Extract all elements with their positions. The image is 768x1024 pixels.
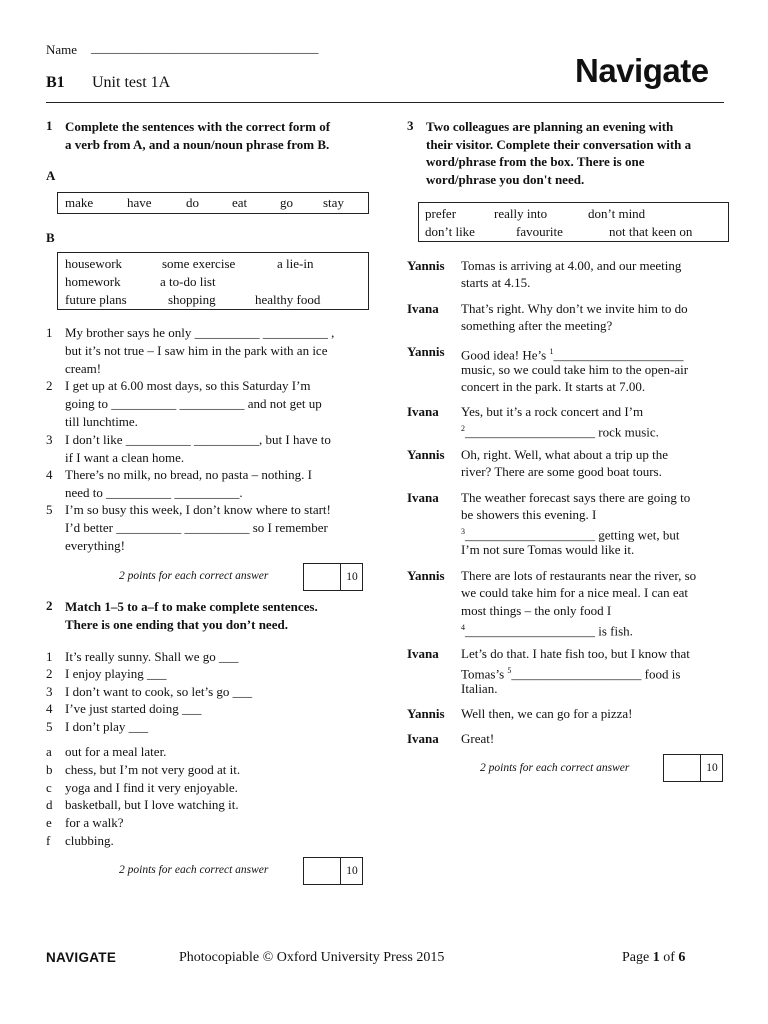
- item-text: I enjoy playing ___: [65, 666, 167, 681]
- score-box: [663, 754, 723, 782]
- item-number: 1: [46, 649, 53, 664]
- footer-brand: NAVIGATE: [46, 950, 117, 965]
- ending-letter: e: [46, 815, 52, 830]
- speaker-name: Ivana: [407, 404, 439, 419]
- item-number: 1: [46, 325, 53, 340]
- item-number: 4: [46, 701, 53, 716]
- box-b-label: B: [46, 230, 55, 245]
- name-blank[interactable]: ___________________________________: [91, 40, 319, 55]
- score-total: 10: [346, 865, 358, 877]
- dialogue-text: $^2$____________________ rock music.: [461, 424, 659, 440]
- test-title: Unit test 1A: [92, 74, 171, 91]
- speaker-name: Yannis: [407, 258, 445, 273]
- score-total: 10: [706, 762, 718, 774]
- dialogue-text: we could take him for a nice meal. I can eat: [461, 585, 689, 600]
- item-number: 4: [46, 467, 53, 482]
- dialogue-text: I’m not sure Tomas would like it.: [461, 542, 635, 557]
- score-box: [303, 563, 363, 591]
- answer-blank[interactable]: ____________________: [465, 527, 595, 543]
- speaker-name: Ivana: [407, 301, 439, 316]
- verb-option: have: [127, 195, 152, 210]
- phrase-option: don’t like: [425, 224, 475, 239]
- item-text: I don’t want to cook, so let’s go ___: [65, 684, 253, 699]
- points-note: 2 points for each correct answer: [119, 864, 269, 876]
- dialogue-text: something after the meeting?: [461, 318, 613, 333]
- ending-letter: c: [46, 780, 52, 795]
- ending-text: clubbing.: [65, 833, 114, 848]
- footer-copyright: Photocopiable © Oxford University Press 2015: [179, 950, 445, 965]
- dialogue-text: concert in the park. It starts at 7.00.: [461, 379, 646, 394]
- score-entry[interactable]: [304, 564, 341, 590]
- item-text: There’s no milk, no bread, no pasta – nothing. I: [65, 467, 312, 482]
- dialogue-text: Great!: [461, 731, 495, 746]
- verb-option: stay: [323, 195, 344, 210]
- item-text: I’m so busy this week, I don’t know where to start!: [65, 502, 331, 517]
- dialogue-text: There are lots of restaurants near the river, so: [461, 568, 697, 583]
- noun-option: homework: [65, 274, 121, 289]
- item-text: I’d better __________ __________ so I remember: [65, 520, 328, 535]
- ending-text: basketball, but I love watching it.: [65, 797, 239, 812]
- header-rule: [46, 102, 724, 103]
- ending-text: chess, but I’m not very good at it.: [65, 762, 241, 777]
- navigate-logo: Navigate: [575, 52, 709, 89]
- dialogue-text: Oh, right. Well, what about a trip up the: [461, 447, 669, 462]
- item-number: 5: [46, 502, 53, 517]
- item-number: 2: [46, 666, 53, 681]
- verb-option: go: [280, 195, 293, 210]
- section3-instruction: their visitor. Complete their conversation with a: [426, 137, 692, 152]
- answer-blank[interactable]: ____________________: [465, 424, 595, 440]
- item-text: My brother says he only __________ __________ ,: [65, 325, 335, 340]
- ending-letter: b: [46, 762, 53, 777]
- item-number: 3: [46, 432, 53, 447]
- speaker-name: Ivana: [407, 731, 439, 746]
- dialogue-text: Tomas’s $^5$____________________ food is: [461, 666, 681, 682]
- item-text: cream!: [65, 361, 102, 376]
- dialogue-text: Yes, but it’s a rock concert and I’m: [461, 404, 644, 419]
- gap-number: 1: [549, 347, 554, 356]
- points-note: 2 points for each correct answer: [119, 570, 269, 582]
- item-text: It’s really sunny. Shall we go ___: [65, 649, 239, 664]
- ending-letter: a: [46, 744, 52, 759]
- dialogue-text: $^4$____________________ is fish.: [461, 623, 633, 639]
- speaker-name: Yannis: [407, 447, 445, 462]
- item-text: I get up at 6.00 most days, so this Saturday I’m: [65, 378, 311, 393]
- section3-number: 3: [407, 118, 414, 133]
- dialogue-text: music, so we could take him to the open-air: [461, 362, 689, 377]
- noun-box: [57, 252, 369, 310]
- gap-number: 4: [461, 623, 465, 632]
- section1-instruction: a verb from A, and a noun/noun phrase from B.: [65, 137, 330, 152]
- dialogue-text: most things – the only food I: [461, 603, 612, 618]
- page-current: 1: [652, 950, 660, 965]
- item-text: I don’t like __________ __________, but I have to: [65, 432, 331, 447]
- page-total: 6: [678, 950, 686, 965]
- ending-text: out for a meal later.: [65, 744, 167, 759]
- speaker-name: Yannis: [407, 344, 445, 359]
- answer-blank[interactable]: ____________________: [553, 347, 684, 363]
- noun-option: healthy food: [255, 292, 321, 307]
- verb-box: [57, 192, 369, 214]
- phrase-option: prefer: [425, 206, 457, 221]
- speaker-name: Ivana: [407, 646, 439, 661]
- item-text: going to __________ __________ and not get up: [65, 396, 322, 411]
- noun-option: a lie-in: [277, 256, 314, 271]
- speaker-name: Yannis: [407, 706, 445, 721]
- ending-letter: d: [46, 797, 53, 812]
- score-entry[interactable]: [304, 858, 341, 884]
- phrase-option: not that keen on: [609, 224, 693, 239]
- dialogue-text: That’s right. Why don’t we invite him to do: [461, 301, 688, 316]
- phrase-option: don’t mind: [588, 206, 646, 221]
- noun-option: future plans: [65, 292, 127, 307]
- dialogue-text: Let’s do that. I hate fish too, but I know that: [461, 646, 690, 661]
- ending-letter: f: [46, 833, 51, 848]
- noun-option: a to-do list: [160, 274, 216, 289]
- section2-number: 2: [46, 598, 53, 613]
- speaker-name: Ivana: [407, 490, 439, 505]
- dialogue-text: The weather forecast says there are going to: [461, 490, 691, 505]
- dialogue-text: Well then, we can go for a pizza!: [461, 706, 633, 721]
- item-text: I’ve just started doing ___: [65, 701, 202, 716]
- noun-option: some exercise: [162, 256, 236, 271]
- phrase-option: really into: [494, 206, 548, 221]
- answer-blank[interactable]: ____________________: [511, 666, 642, 682]
- phrase-option: favourite: [516, 224, 563, 239]
- section1-number: 1: [46, 118, 53, 133]
- item-text: till lunchtime.: [65, 414, 138, 429]
- dialogue-text: Good idea! He’s $^1$____________________: [461, 347, 684, 363]
- item-text: if I want a clean home.: [65, 450, 185, 465]
- points-note: 2 points for each correct answer: [480, 762, 630, 774]
- item-number: 5: [46, 719, 53, 734]
- ending-text: for a walk?: [65, 815, 124, 830]
- item-text: I don’t play ___: [65, 719, 149, 734]
- name-label: Name: [46, 42, 78, 57]
- gap-number: 5: [507, 666, 512, 675]
- score-entry[interactable]: [664, 755, 701, 781]
- gap-number: 3: [461, 527, 465, 536]
- item-text: need to __________ __________.: [65, 485, 243, 500]
- dialogue-text: Italian.: [461, 681, 498, 696]
- section3-instruction: word/phrase you don't need.: [426, 172, 585, 187]
- item-number: 3: [46, 684, 53, 699]
- answer-blank[interactable]: ____________________: [465, 623, 595, 639]
- score-total: 10: [346, 571, 358, 583]
- phrase-box: [418, 202, 729, 242]
- dialogue-text: be showers this evening. I: [461, 507, 597, 522]
- verb-option: make: [65, 195, 94, 210]
- dialogue-text: starts at 4.15.: [461, 275, 531, 290]
- noun-option: housework: [65, 256, 123, 271]
- section2-instruction: Match 1–5 to a–f to make complete sentences.: [65, 599, 318, 614]
- speaker-name: Yannis: [407, 568, 445, 583]
- item-number: 2: [46, 378, 53, 393]
- verb-option: eat: [232, 195, 248, 210]
- item-text: but it’s not true – I saw him in the park with an ice: [65, 343, 328, 358]
- dialogue-text: Tomas is arriving at 4.00, and our meeting: [461, 258, 682, 273]
- page-indicator: Page 1 of 6: [622, 950, 686, 965]
- section2-instruction: There is one ending that you don’t need.: [65, 617, 288, 632]
- dialogue-text: $^3$____________________ getting wet, but: [461, 527, 680, 543]
- box-a-label: A: [46, 168, 56, 183]
- gap-number: 2: [461, 424, 465, 433]
- section1-instruction: Complete the sentences with the correct form of: [65, 119, 331, 134]
- level-label: B1: [46, 74, 65, 91]
- section3-instruction: word/phrase from the box. There is one: [426, 154, 645, 169]
- ending-text: yoga and I find it very enjoyable.: [65, 780, 238, 795]
- noun-option: shopping: [168, 292, 216, 307]
- section3-instruction: Two colleagues are planning an evening with: [426, 119, 674, 134]
- dialogue-text: river? There are some good boat tours.: [461, 464, 662, 479]
- score-box: [303, 857, 363, 885]
- verb-option: do: [186, 195, 199, 210]
- item-text: everything!: [65, 538, 125, 553]
